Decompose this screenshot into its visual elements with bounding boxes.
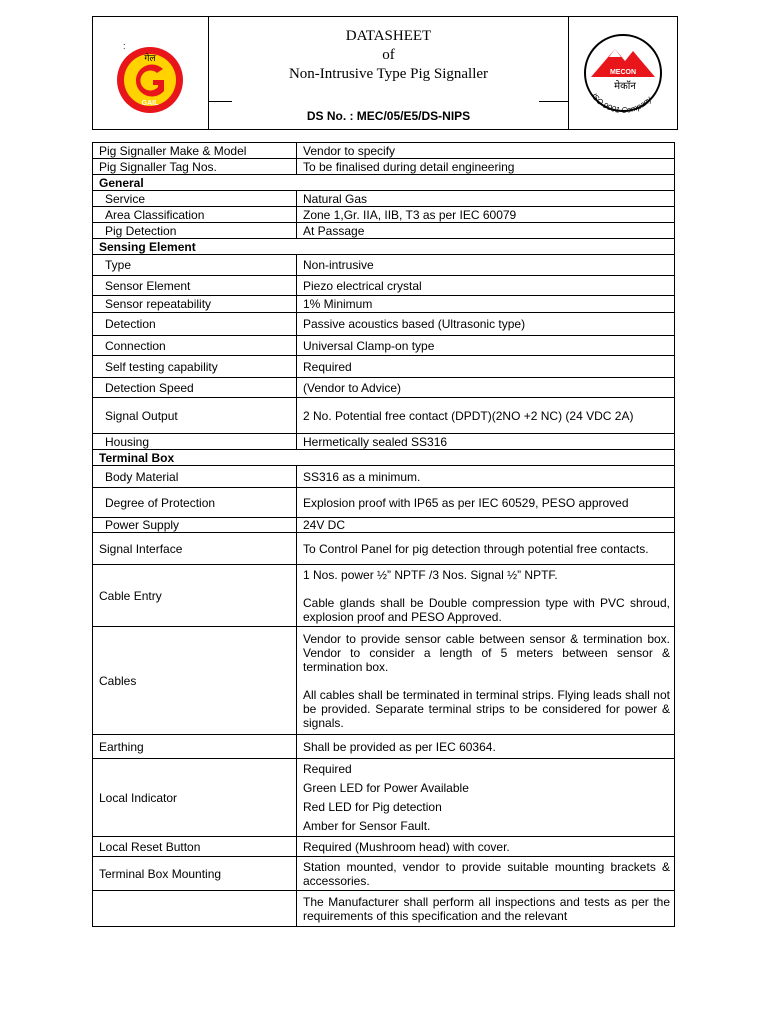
table-row [93,759,675,837]
spec-value-paragraph: Vendor to provide sensor cable between sensor & termination box. Vendor to consider a length of 5 meters between sensor & termination box. [303,631,670,674]
spec-value: Station mounted, vendor to provide suitable mounting brackets & accessories. [297,857,675,891]
spec-value: 2 No. Potential free contact (DPDT)(2NO +2 NC) (24 VDC 2A) [297,398,675,434]
spec-label: Local Reset Button [93,837,297,857]
title-subject: Non-Intrusive Type Pig Signaller [288,66,489,82]
title-of: of [382,47,395,63]
table-row [93,378,675,398]
spec-value: Piezo electrical crystal [297,276,675,296]
table-row [93,735,675,759]
spec-value: Shall be provided as per IEC 60364. [297,735,675,759]
table-row [93,143,675,159]
spec-label: Terminal Box Mounting [93,857,297,891]
spec-value: Required (Mushroom head) with cover. [297,837,675,857]
spec-label: Area Classification [93,207,297,223]
table-row [93,857,675,891]
table-row [93,434,675,450]
spec-label: Pig Signaller Tag Nos. [93,159,297,175]
spec-label [93,891,297,927]
spec-label: Local Indicator [93,759,297,837]
table-row [93,276,675,296]
spec-value: Hermetically sealed SS316 [297,434,675,450]
table-row [93,207,675,223]
table-row [93,518,675,533]
table-row [93,255,675,276]
gail-logo [93,17,208,129]
spec-value: Vendor to specify [297,143,675,159]
table-row [93,336,675,356]
section-row [93,450,675,466]
consultant-logo-cell [568,17,677,129]
spec-label: Self testing capability [93,356,297,378]
spec-value: Explosion proof with IP65 as per IEC 60529, PESO approved [297,488,675,518]
table-row [93,891,675,927]
section-row [93,239,675,255]
table-row [93,488,675,518]
spec-label: Detection [93,313,297,336]
spec-value: To Control Panel for pig detection through potential free contacts. [297,533,675,565]
spec-value: Non-intrusive [297,255,675,276]
spec-value: At Passage [297,223,675,239]
header-rule-left [208,101,232,102]
spec-value-line: Amber for Sensor Fault. [303,818,431,833]
table-row [93,356,675,378]
mecon-logo-iso: ISO 9001 Company [589,91,654,115]
spec-value-paragraph: Cable glands shall be Double compression type with PVC shroud, explosion proof and PESO Approved. [303,595,670,624]
spec-value: Universal Clamp-on type [297,336,675,356]
table-row [93,223,675,239]
mecon-logo-brand: MECON [609,69,637,76]
spec-label: Sensor repeatability [93,296,297,313]
table-row [93,191,675,207]
spec-value [297,759,675,837]
document-header [92,16,678,130]
header-rule-right [539,101,569,102]
mecon-logo-hindi: मेकॉन [614,81,636,92]
table-row [93,565,675,627]
spec-value: 24V DC [297,518,675,533]
title-datasheet: DATASHEET [345,28,432,44]
spec-label: Cables [93,627,297,735]
spec-label: Signal Interface [93,533,297,565]
spec-label: Detection Speed [93,378,297,398]
table-row [93,627,675,735]
table-row [93,533,675,565]
spec-value: To be finalised during detail engineering [297,159,675,175]
spec-value: The Manufacturer shall perform all inspections and tests as per the requirements of this specification and the relevant [297,891,675,927]
spec-label: Pig Detection [93,223,297,239]
spec-value-line: Red LED for Pig detection [303,799,442,814]
section-heading: Sensing Element [93,239,675,255]
table-row [93,837,675,857]
spec-value: (Vendor to Advice) [297,378,675,398]
spec-value: Zone 1,Gr. IIA, IIB, T3 as per IEC 60079 [297,207,675,223]
client-logo-cell [93,17,209,129]
spec-label: Connection [93,336,297,356]
spec-label: Sensor Element [93,276,297,296]
spec-label: Body Material [93,466,297,488]
spec-label: Service [93,191,297,207]
spec-label: Pig Signaller Make & Model [93,143,297,159]
gail-logo-text: GAIL [141,100,159,107]
spec-label: Type [93,255,297,276]
svg-text:ISO 9001 Company [589,92,654,115]
spec-value-paragraph: All cables shall be terminated in terminal strips. Flying leads shall not be provided. Separate terminal strips to be considered for power & signals. [303,687,670,730]
mecon-logo [569,17,677,129]
table-row [93,313,675,336]
spec-label: Signal Output [93,398,297,434]
spec-value: Natural Gas [297,191,675,207]
spec-value-line: Green LED for Power Available [303,780,469,795]
spec-value: Required [297,356,675,378]
table-row [93,159,675,175]
table-row [93,466,675,488]
section-row [93,175,675,191]
spec-value [297,565,675,627]
gail-logo-hindi: गेल [144,53,156,63]
spec-label: Cable Entry [93,565,297,627]
spec-value [297,627,675,735]
header-title-block [208,17,569,129]
document-number: DS No. : MEC/05/E5/DS-NIPS [306,109,471,123]
spec-value-paragraph: 1 Nos. power ½” NPTF /3 Nos. Signal ½” NPTF. [303,567,558,582]
section-heading: Terminal Box [93,450,675,466]
table-row [93,296,675,313]
spec-label: Power Supply [93,518,297,533]
table-row [93,398,675,434]
datasheet-table [92,142,675,927]
spec-label: Degree of Protection [93,488,297,518]
section-heading: General [93,175,675,191]
spec-label: Housing [93,434,297,450]
svg-text::: : [123,41,126,51]
spec-value: Passive acoustics based (Ultrasonic type) [297,313,675,336]
spec-value: 1% Minimum [297,296,675,313]
spec-value-line: Required [303,761,352,776]
spec-value: SS316 as a minimum. [297,466,675,488]
spec-label: Earthing [93,735,297,759]
